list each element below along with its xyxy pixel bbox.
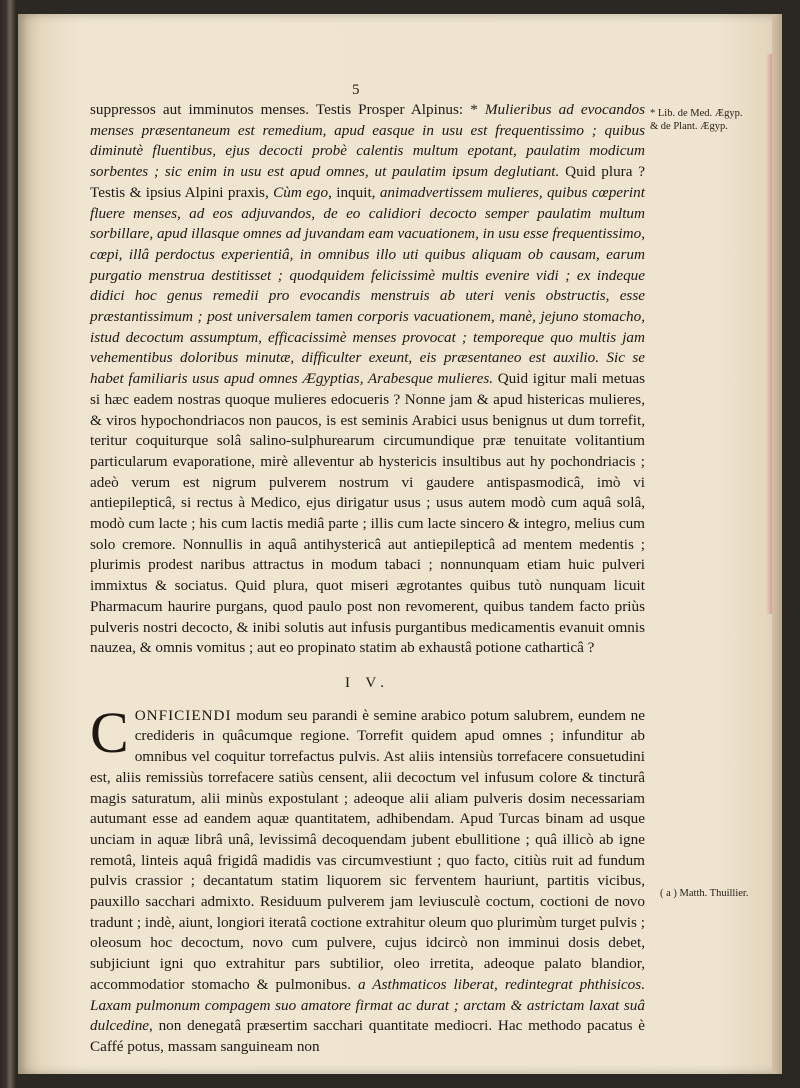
text-run: Quid plura ? Testis & ipsius Alpini praxis, xyxy=(90,163,645,201)
red-page-edge xyxy=(766,54,772,614)
text-run: animadvertissem mulieres, quibus cœperint fluere menses, ad eos adjuvandos, de eo calidiori decocto semper paulatim multum sorbillare, apud illasque omnes ad juvandam eam vacuationem, in usu esse frequentissimo, cœpi, illâ perdoctus experientiâ, in omnibus illo uti quibus aliquam ob causam, earum purgatio menstrua destitisset ; quodquidem felicissimè multis evenire vidi ; ex indeque didici hoc genus remedii pro evocandis menstruis ab uteri venis obstructis, esse præstantissimum ; post universalem tamen corporis vacuationem, manè, jejuno stomacho, istud decoctum assumptum, efficacissimè menses provocat ; temporeque quo multis jam vehementibus doloribus minutæ, difficulter exeunt, eis præsentaneo est auxilio. Sic se habet familiaris usus apud omnes Ægyptias, Arabesque mulieres. xyxy=(90,183,645,388)
text-run: Quid igitur mali metuas si hæc eadem nostras quoque mulieres edocueris ? Nonne jam & apud histericas mulieres, & viros hypochondriacos non paucos, is est seminis Arabici usus benignus ut dum torrefit, teritur coquiturque solâ salino-sulphurearum circumundique præ tenuitate volitantium particularum evaporatione, mirè alleventur ab hystericis insultibus aut hy pochondriacis ; adeò verum est nigrum pulverem nostrum vi gaudere antispasmodicâ, imò vi antiepilepticâ, si rectus à Medico, ejus dirigatur usus ; usus autem modò cum aquâ solâ, modò cum lacte ; his cum lactis mediâ parte ; illis cum lacte sincero & integro, melius cum solo cremore. Nonnullis in aquâ antihystericâ aut antiepilepticâ ad mentem medentis ; plurimis prodest naribus attractus in modum tabaci ; nonnunquam etiam huic pulveri immixtus & sociatus. Quid plura, quot miseri ægrotantes quibus tutò nunquam licuit Pharmacum haurire purgans, quod paulo post non revomerent, quibus tandem facto priùs pulveris nostri decocto, & inibi solutis aut infusis purgantibus medicamentis evanuit omnis nauzea, & omnis vomitus ; aut eo propinato statim ab exhaustâ potione catharticâ ? xyxy=(90,370,645,657)
text-run: modum seu parandi è semine arabico potum salubrem, eundem ne credideris in quâcumque regione. Torrefit quidem apud omnes ; infunditur ab omnibus vel coquitur torrefactus pulvis. Ast aliis intensiùs torrefacere consuetudini est, aliis remissiùs torrefacere satiùs censent, alii decoctum vel infusum colore & tincturâ magis saturatum, alii minùs expostulant ; adeoque alii aliam pulveris dosim necessariam autumant esse ad eandem aquæ quantitatem, adhibendam. Apud Turcas binam ad usque unciam in aquæ librâ unâ, levissimâ decoquendam jubent ebullitione ; quâ illicò ab igne remotâ, linteis aquâ frigidâ madidis vas circumvestiunt ; quo facto, citiùs ruit ad fundum pulvis crassior ; decantatum statim liquorem sic ferventem hauriunt, partitis vicibus, pauxillo sacchari admixto. Residuum pulverem jam leviusculè coctum, coctioni de novo tradunt ; indè, aiunt, longiori iteratâ coctione extrahitur oleum quo plurimùm turget pulvis ; oleosum hoc decoctum, novo cum pulvere, cujus idcircò non imminui dosis debet, subjiciunt igni quo extrahitur pars subtilior, oleo irretita, adeoque palato blandior, accommodatior stomacho & pulmonibus. xyxy=(90,706,645,993)
marginal-note-2: ( a ) Matth. Thuillier. xyxy=(660,888,749,899)
text-run: a Asthmaticos liberat, redintegrat phthisicos. Laxam pulmonum compagem suo amatore firmat ac durat ; arctam & astrictam laxat suâ dulcedine xyxy=(90,975,645,1035)
marginal-note-1: * Lib. de Med. Ægyp. & de Plant. Ægyp. xyxy=(650,108,743,132)
text-run: suppressos aut imminutos menses. Testis Prosper Alpinus: * xyxy=(90,101,485,118)
paragraph-1 xyxy=(90,100,645,659)
body-text xyxy=(90,100,645,1058)
page-number: 5 xyxy=(352,82,360,98)
paragraph-lead-word: ONFICIENDI xyxy=(134,706,232,724)
page-edge xyxy=(772,14,782,1074)
text-run: Cùm ego xyxy=(273,183,329,201)
drop-capital: C xyxy=(90,699,129,765)
paragraph-2 xyxy=(90,699,645,1058)
section-heading: I V. xyxy=(344,674,391,691)
text-run: Mulieribus ad evocandos menses præsentaneum est remedium, apud easque in usu est frequentissimo ; quibus diminutè fluentibus, ejus decocti probè calentis multum epotant, paulatim modicum sorbentes ; sic enim in usu est apud omnes, ut paulatim ipsum deglutiant. xyxy=(90,101,645,181)
text-run: , non denegatâ præsertim sacchari quantitate mediocri. Hac methodo pacatus è Caffé potus, massam sanguineam non xyxy=(90,1017,645,1055)
text-run: , inquit, xyxy=(328,183,380,201)
